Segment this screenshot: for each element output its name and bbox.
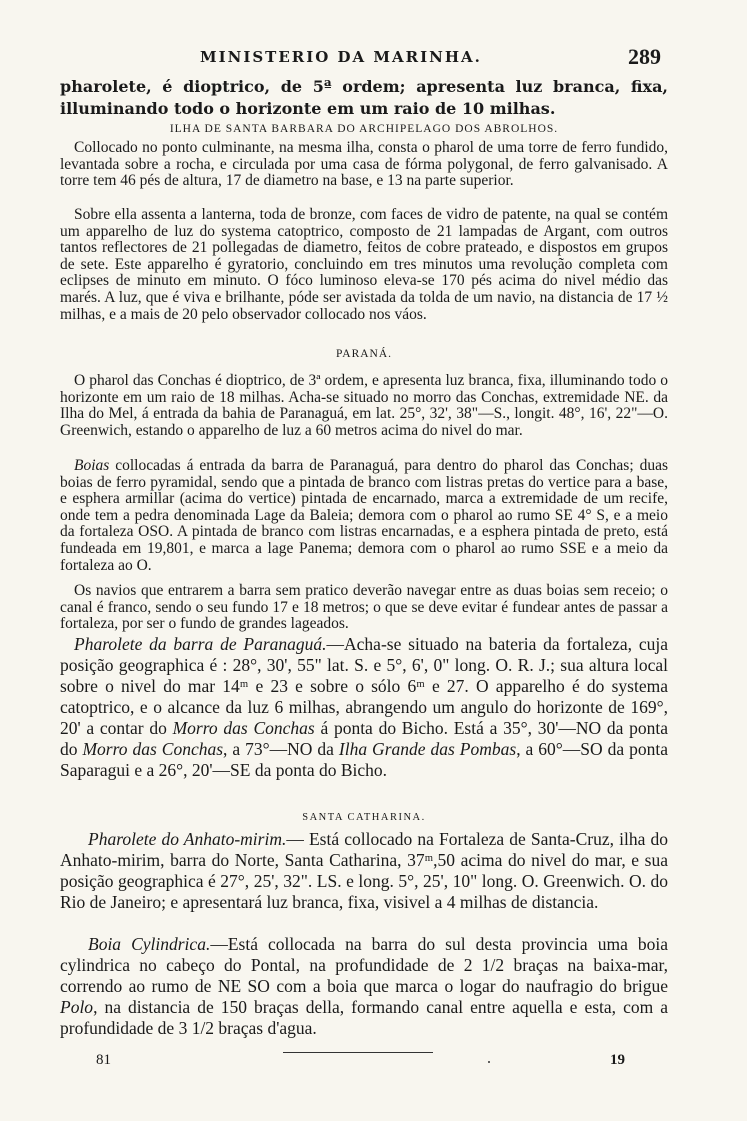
boia-cylindrica-lead: Boia Cylindrica.: [88, 934, 211, 954]
abrolhos-paragraph-1: Collocado no ponto culminante, na mesma ilha, consta o pharol de uma torre de ferro fundido, levantada sobre a rocha, e circulada por uma casa de fórma polygonal, de ferro galvanisado. A torre tem 46 pés de altura, 17 de diametro na base, e 13 na parte superior.: [60, 139, 668, 190]
boias-text: collocadas á entrada da barra de Paranaguá, para dentro do pharol das Conchas; duas boias de ferro pyramidal, sendo que a pintada de branco com listras pretas do vertice para a base, e esphera armillar (acima do vertice) pintada de encarnado, marca a extremidade de um recife, onde tem a pedra denominada Lage da Baleia; demora com o pharol ao rumo SE 4° S, e a meio da fortaleza OSO. A pintada de branco com listras encarnadas, e a esphera pintada de preto, está fundeada em 19,801, e marca a lage Panema; demora com o pharol ao rumo SSE e a meio da fortaleza ao O.: [60, 457, 668, 574]
heading-santa-catharina: SANTA CATHARINA.: [302, 812, 426, 823]
parana-paragraph-4: [60, 634, 668, 781]
brigue-name: Polo: [60, 997, 94, 1017]
place-morro-conchas-2: Morro das Conchas: [82, 739, 224, 759]
parana-paragraph-3: Os navios que entrarem a barra sem pratico deverão navegar entre as duas boias sem receio; o canal é franco, sendo o seu fundo 17 e 18 metros; o que se deve evitar é fundear antes de passar a fortaleza, por ser o fundo de grandes lageados.: [60, 582, 668, 633]
footer-rule: [283, 1052, 433, 1053]
pharolete-paranagua-text-a: —Acha-se situado na bateria da fortaleza, cuja posição geographica é : 28°, 30', 55" lat. S. e 5°, 6', 0" long. O. R. J.; sua altura local sobre o nivel do mar 14ᵐ e 23 e sobre o sólo 6ᵐ e 27. O apparelho é do systema catoptrico, e o alcance da luz 6 milhas, abrangendo um angulo do horizonte de 169°, 20' a contar do: [60, 634, 668, 738]
parana-paragraph-1: O pharol das Conchas é dioptrico, de 3ª ordem, e apresenta luz branca, fixa, illuminando todo o horizonte em um raio de 18 milhas. Acha-se situado no morro das Conchas, extremidade NE. da Ilha do Mel, á entrada da bahia de Paranaguá, em lat. 25°, 32', 38"—S., longit. 48°, 16', 22"—O. Greenwich, estando o apparelho de luz a 60 metros acima do nivel do mar.: [60, 372, 668, 439]
pharolete-paranagua-lead: Pharolete da barra de Paranaguá.: [74, 634, 327, 654]
signature-mark: 81: [96, 1052, 111, 1068]
page-number: 289: [628, 44, 661, 69]
pharolete-paranagua-text-b: á ponta do Bicho. Está a 35°, 30'—NO da ponta do: [60, 718, 669, 759]
pharolete-paranagua-text-c: , a 73°—NO da: [223, 739, 339, 759]
pharolete-anhato-text: — Está collocado na Fortaleza de Santa-Cruz, ilha do Anhato-mirim, barra do Norte, Santa Catharina, 37ᵐ,50 acima do nivel do mar, e sua posição geographica é 27°, 25', 32". LS. e long. 5°, 25', 10" long. O. Greenwich. O. do Rio de Janeiro; e apresentará luz branca, fixa, visivel a 4 milhas de distancia.: [60, 829, 668, 912]
parana-paragraph-2: [60, 458, 668, 574]
heading-abrolhos: ILHA DE SANTA BARBARA DO ARCHIPELAGO DOS ABROLHOS.: [169, 123, 559, 135]
heading-parana: PARANÁ.: [335, 348, 393, 360]
boia-cylindrica-text-b: , na distancia de 150 braças della, formando canal entre aquella e esta, com a profundidade de 3 1/2 braças d'agua.: [60, 997, 668, 1038]
boia-cylindrica-text-a: —Está collocada na barra do sul desta provincia uma boia cylindrica no cabeço do Pontal, na profundidade de 2 1/2 braças na baixa-mar, correndo ao rumo de NE SO com a boia que marca o logar do naufragio do brigue: [60, 934, 669, 996]
intro-paragraph: pharolete, é dioptrico, de 5ª ordem; apresenta luz branca, fixa, illuminando todo o horizonte em um raio de 10 milhas.: [60, 77, 668, 118]
place-morro-conchas-1: Morro das Conchas: [172, 718, 315, 738]
catharina-paragraph-1: [60, 829, 668, 913]
pharolete-paranagua-text-d: , a 60°—SO da ponta Saparagui e a 26°, 20'—SE da ponta do Bicho.: [60, 739, 669, 780]
abrolhos-paragraph-2: Sobre ella assenta a lanterna, toda de bronze, com faces de vidro de patente, na qual se contém um apparelho de luz do systema catoptrico, composto de 21 lampadas de Argant, com outros tantos reflectores de 21 pollegadas de diametro, feitos de cobre prateado, e dispostos em grupos de sete. Este apparelho é gyratorio, concluindo em tres minutos uma revolução completa com eclipses de minuto em minuto. O fóco luminoso eleva-se 170 pés acima do nivel médio das marés. A luz, que é viva e brilhante, póde ser avistada da tolda de um navio, na distancia de 17 ½ milhas, e a mais de 20 pelo observador collocado nos váos.: [60, 206, 668, 323]
signature-number: 19: [610, 1052, 625, 1068]
boias-lead: Boias: [74, 457, 110, 474]
place-ilha-grande-pombas: Ilha Grande das Pombas: [338, 739, 517, 759]
footer-dot: [488, 1061, 490, 1063]
pharolete-anhato-lead: Pharolete do Anhato-mirim.: [88, 829, 287, 849]
catharina-paragraph-2: [60, 934, 668, 1039]
running-header: MINISTERIO DA MARINHA.: [200, 48, 482, 66]
